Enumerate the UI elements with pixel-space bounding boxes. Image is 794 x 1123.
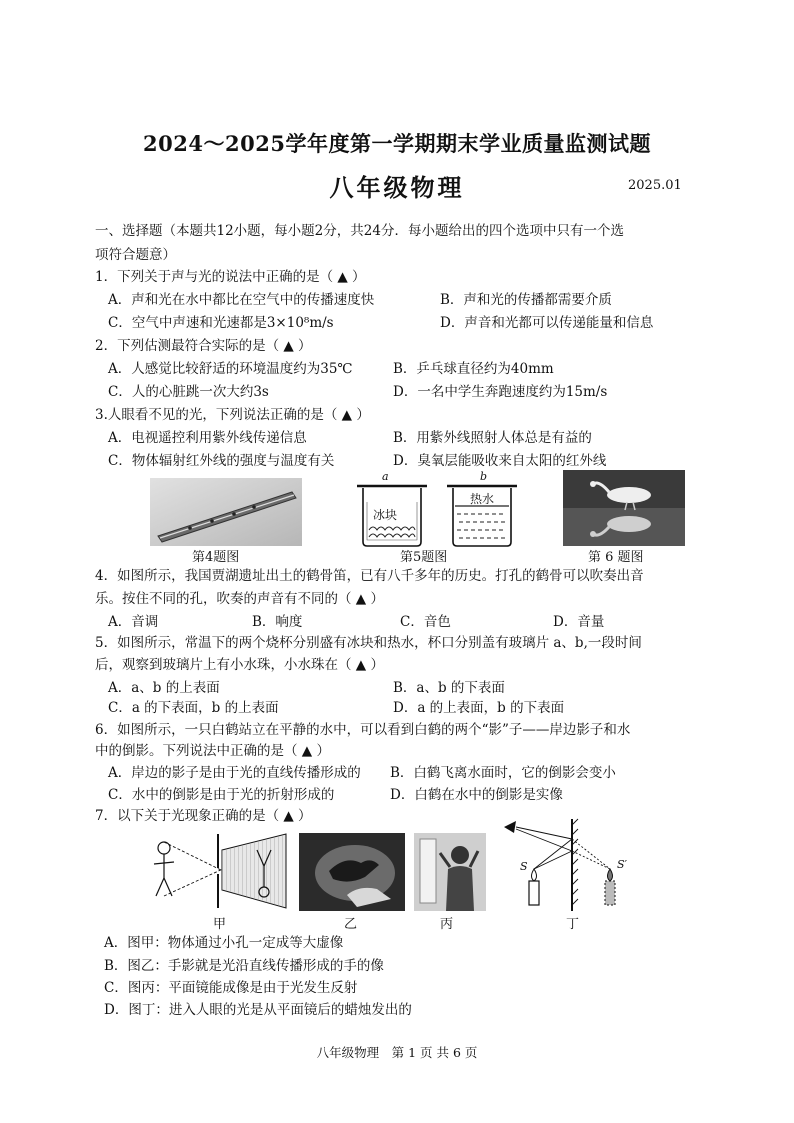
fig7-ding-s-label: S bbox=[520, 860, 528, 873]
q7-option-b: B．图乙：手影就是光沿直线传播形成的手的像 bbox=[104, 958, 384, 974]
q6-option-d: D．白鹤在水中的倒影是实像 bbox=[390, 787, 563, 803]
q6-option-a: A．岸边的影子是由于光的直线传播形成的 bbox=[108, 765, 361, 781]
q1-option-d: D．声音和光都可以传递能量和信息 bbox=[440, 315, 654, 331]
section-intro-line2: 项符合题意） bbox=[95, 247, 176, 263]
q5-stem-line2: 后，观察到玻璃片上有小水珠，小水珠在（ ▲ ） bbox=[95, 657, 384, 673]
fig7-label-bing: 丙 bbox=[440, 917, 454, 932]
q5-stem-line1: 5．如图所示，常温下的两个烧杯分别盛有冰块和热水，杯口分别盖有玻璃片 a、b,一段时间 bbox=[95, 635, 642, 651]
fig7-label-jia: 甲 bbox=[213, 917, 227, 932]
section-intro-line1: 一、选择题（本题共12小题，每小题2分，共24分．每小题给出的四个选项中只有一个选 bbox=[95, 223, 624, 239]
q1-option-b: B．声和光的传播都需要介质 bbox=[440, 292, 612, 308]
q3-option-c: C．物体辐射红外线的强度与温度有关 bbox=[108, 453, 335, 469]
q7-option-a: A．图甲：物体通过小孔一定成等大虚像 bbox=[104, 935, 344, 951]
beaker-b-hot-water-text: 热水 bbox=[470, 492, 495, 506]
q4-stem-line1: 4．如图所示，我国贾湖遗址出土的鹤骨笛，已有八千多年的历史。打孔的鹤骨可以吹奏出音 bbox=[95, 568, 644, 584]
q3-option-b: B．用紫外线照射人体总是有益的 bbox=[393, 430, 592, 446]
page-footer: 八年级物理 第 1 页 共 6 页 bbox=[316, 1045, 478, 1060]
q6-stem-line2: 中的倒影。下列说法中正确的是（ ▲ ） bbox=[95, 743, 330, 759]
q4-option-c: C．音色 bbox=[400, 614, 451, 630]
fig5-caption: 第5题图 bbox=[400, 550, 448, 565]
q2-option-b: B．乒乓球直径约为40mm bbox=[393, 361, 554, 377]
beaker-a-ice-text: 冰块 bbox=[373, 508, 398, 522]
q7-stem: 7．以下关于光现象正确的是（ ▲ ） bbox=[95, 808, 312, 824]
q6-option-c: C．水中的倒影是由于光的折射形成的 bbox=[108, 787, 335, 803]
q2-option-d: D．一名中学生奔跑速度约为15m/s bbox=[393, 384, 608, 400]
q4-option-b: B．响度 bbox=[252, 614, 303, 630]
q5-option-d: D．a 的上表面，b 的下表面 bbox=[393, 700, 565, 716]
q5-option-c: C．a 的下表面，b 的上表面 bbox=[108, 700, 279, 716]
fig7-yi-hand-shadow-photo bbox=[299, 833, 405, 911]
fig7-label-ding: 丁 bbox=[566, 917, 580, 932]
fig4-caption: 第4题图 bbox=[192, 550, 240, 565]
q4-option-a: A．音调 bbox=[108, 614, 159, 630]
fig7-jia-pinhole-diagram bbox=[146, 830, 296, 912]
fig7-ding-s-prime-label: S′ bbox=[617, 858, 628, 871]
exam-title: 2024～2025学年度第一学期期末学业质量监测试题 bbox=[143, 131, 651, 156]
q7-option-c: C．图丙：平面镜能成像是由于光发生反射 bbox=[104, 980, 358, 996]
q3-option-d: D．臭氧层能吸收来自太阳的红外线 bbox=[393, 453, 607, 469]
q6-option-b: B．白鹤飞离水面时，它的倒影会变小 bbox=[390, 765, 616, 781]
q4-option-d: D．音量 bbox=[553, 614, 605, 630]
q2-option-a: A．人感觉比较舒适的环境温度约为35℃ bbox=[108, 361, 353, 377]
q1-option-a: A．声和光在水中都比在空气中的传播速度快 bbox=[108, 292, 375, 308]
q2-option-c: C．人的心脏跳一次大约3s bbox=[108, 384, 269, 400]
fig7-bing-mirror-photo bbox=[414, 833, 486, 911]
q5-option-a: A．a、b 的上表面 bbox=[108, 680, 220, 696]
fig6-crane-reflection-photo bbox=[563, 470, 685, 546]
fig6-caption: 第 6 题图 bbox=[588, 550, 644, 565]
q1-option-c: C．空气中声速和光速都是3×10⁸m/s bbox=[108, 315, 334, 331]
q6-stem-line1: 6．如图所示，一只白鹤站立在平静的水中，可以看到白鹤的两个“影”子——岸边影子和水 bbox=[95, 722, 631, 738]
q3-stem: 3.人眼看不见的光，下列说法正确的是（ ▲ ） bbox=[95, 407, 370, 423]
q1-stem: 1．下列关于声与光的说法中正确的是（ ▲ ） bbox=[95, 269, 366, 285]
q7-option-d: D．图丁：进入人眼的光是从平面镜后的蜡烛发出的 bbox=[104, 1002, 412, 1018]
exam-subject: 八年级物理 bbox=[329, 173, 465, 202]
q4-stem-line2: 乐。按住不同的孔，吹奏的声音有不同的（ ▲ ） bbox=[95, 591, 384, 607]
beaker-a-label: a bbox=[382, 470, 389, 483]
fig7-label-yi: 乙 bbox=[344, 917, 358, 932]
q2-stem: 2．下列估测最符合实际的是（ ▲ ） bbox=[95, 338, 312, 354]
exam-date: 2025.01 bbox=[628, 178, 682, 193]
fig4-bone-flute-photo bbox=[150, 478, 302, 546]
beaker-b-label: b bbox=[480, 470, 488, 483]
q5-option-b: B．a、b 的下表面 bbox=[393, 680, 505, 696]
q3-option-a: A．电视遥控利用紫外线传递信息 bbox=[108, 430, 307, 446]
